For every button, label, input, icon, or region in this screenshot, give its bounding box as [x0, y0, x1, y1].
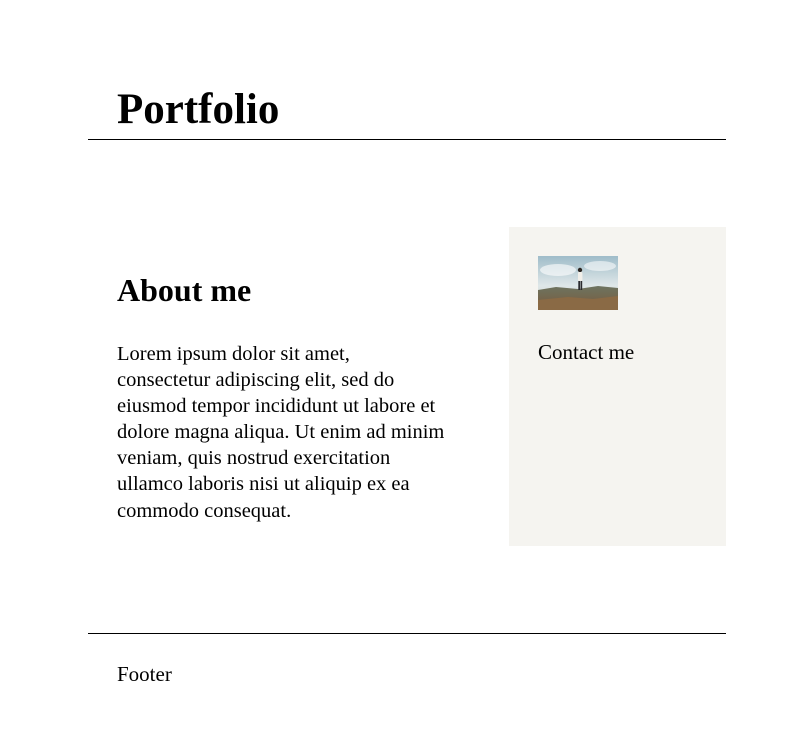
profile-photo [538, 256, 618, 310]
about-paragraph: Lorem ipsum dolor sit amet, consectetur adipiscing elit, sed do eiusmod tempor incididunt ut labore et dolore magna aliqua. Ut enim ad minim veniam, quis nostrud exercitation ullamco laboris nisi ut aliquip ex ea commodo consequat. [117, 343, 445, 522]
site-title: Portfolio [117, 86, 280, 133]
sidebar [509, 227, 726, 546]
about-section [117, 268, 447, 524]
footer-text: Footer [117, 662, 172, 686]
site-header [88, 0, 726, 140]
landscape-photo-image [538, 256, 618, 310]
contact-me-link[interactable]: Contact me [538, 340, 635, 364]
about-heading: About me [117, 272, 252, 308]
site-footer [88, 633, 726, 744]
